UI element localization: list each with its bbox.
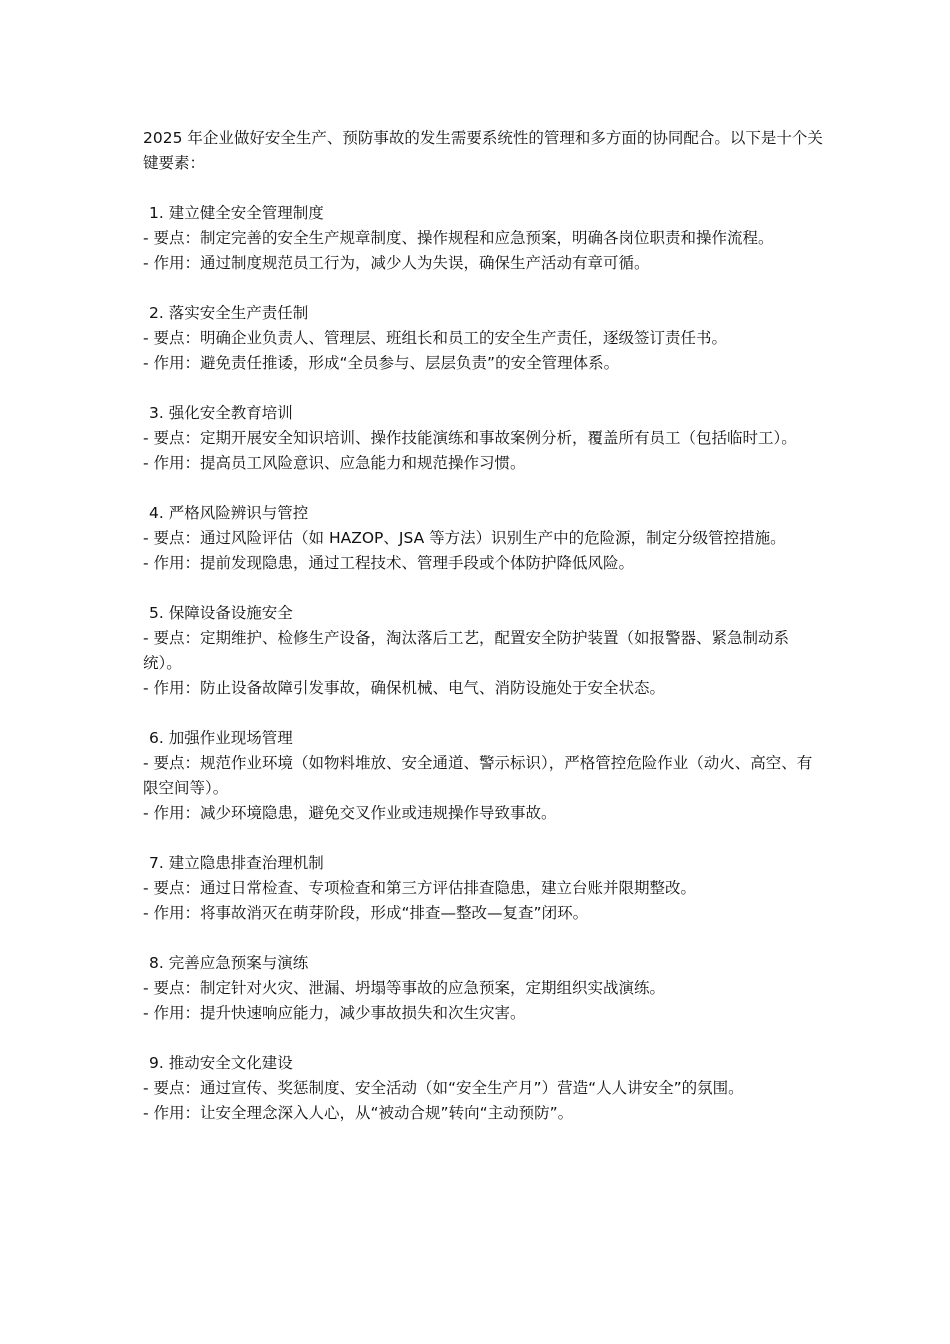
section-9 bbox=[143, 1051, 823, 1126]
section-7 bbox=[143, 851, 823, 926]
section-6 bbox=[143, 726, 823, 826]
document-body bbox=[143, 126, 823, 1151]
section-3 bbox=[143, 401, 823, 476]
section-effect: - 作用：将事故消灭在萌芽阶段，形成“排查—整改—复查”闭环。 bbox=[143, 904, 589, 922]
section-1 bbox=[143, 201, 823, 276]
section-effect: - 作用：防止设备故障引发事故，确保机械、电气、消防设施处于安全状态。 bbox=[143, 679, 666, 697]
section-title: 9. 推动安全文化建设 bbox=[149, 1054, 293, 1072]
section-point: - 要点：通过日常检查、专项检查和第三方评估排查隐患，建立台账并限期整改。 bbox=[143, 879, 697, 897]
section-effect: - 作用：提前发现隐患，通过工程技术、管理手段或个体防护降低风险。 bbox=[143, 554, 635, 572]
section-effect: - 作用：让安全理念深入人心，从“被动合规”转向“主动预防”。 bbox=[143, 1104, 574, 1122]
section-point: - 要点：明确企业负责人、管理层、班组长和员工的安全生产责任，逐级签订责任书。 bbox=[143, 329, 728, 347]
section-2 bbox=[143, 301, 823, 376]
section-effect: - 作用：减少环境隐患，避免交叉作业或违规操作导致事故。 bbox=[143, 804, 557, 822]
section-title: 4. 严格风险辨识与管控 bbox=[149, 504, 309, 522]
section-title: 6. 加强作业现场管理 bbox=[149, 729, 293, 747]
section-point: - 要点：通过风险评估（如 HAZOP、JSA 等方法）识别生产中的危险源，制定分级管控措施。 bbox=[143, 529, 786, 547]
section-point: - 要点：定期维护、检修生产设备，淘汰落后工艺，配置安全防护装置（如报警器、紧急制动系统）。 bbox=[143, 629, 790, 672]
section-title: 5. 保障设备设施安全 bbox=[149, 604, 293, 622]
section-5 bbox=[143, 601, 823, 701]
section-8 bbox=[143, 951, 823, 1026]
section-effect: - 作用：避免责任推诿，形成“全员参与、层层负责”的安全管理体系。 bbox=[143, 354, 620, 372]
section-title: 1. 建立健全安全管理制度 bbox=[149, 204, 324, 222]
section-title: 2. 落实安全生产责任制 bbox=[149, 304, 309, 322]
section-point: - 要点：制定完善的安全生产规章制度、操作规程和应急预案，明确各岗位职责和操作流程。 bbox=[143, 229, 774, 247]
section-point: - 要点：规范作业环境（如物料堆放、安全通道、警示标识），严格管控危险作业（动火、高空、有限空间等）。 bbox=[143, 754, 813, 797]
section-effect: - 作用：提高员工风险意识、应急能力和规范操作习惯。 bbox=[143, 454, 526, 472]
section-point: - 要点：定期开展安全知识培训、操作技能演练和事故案例分析，覆盖所有员工（包括临时工）。 bbox=[143, 429, 797, 447]
section-effect: - 作用：通过制度规范员工行为，减少人为失误，确保生产活动有章可循。 bbox=[143, 254, 650, 272]
intro-paragraph: 2025 年企业做好安全生产、预防事故的发生需要系统性的管理和多方面的协同配合。以下是十个关键要素： bbox=[143, 129, 823, 172]
section-4 bbox=[143, 501, 823, 576]
section-title: 7. 建立隐患排查治理机制 bbox=[149, 854, 324, 872]
section-point: - 要点：制定针对火灾、泄漏、坍塌等事故的应急预案，定期组织实战演练。 bbox=[143, 979, 666, 997]
section-title: 3. 强化安全教育培训 bbox=[149, 404, 293, 422]
section-effect: - 作用：提升快速响应能力，减少事故损失和次生灾害。 bbox=[143, 1004, 526, 1022]
section-title: 8. 完善应急预案与演练 bbox=[149, 954, 309, 972]
section-point: - 要点：通过宣传、奖惩制度、安全活动（如“安全生产月”）营造“人人讲安全”的氛围。 bbox=[143, 1079, 744, 1097]
